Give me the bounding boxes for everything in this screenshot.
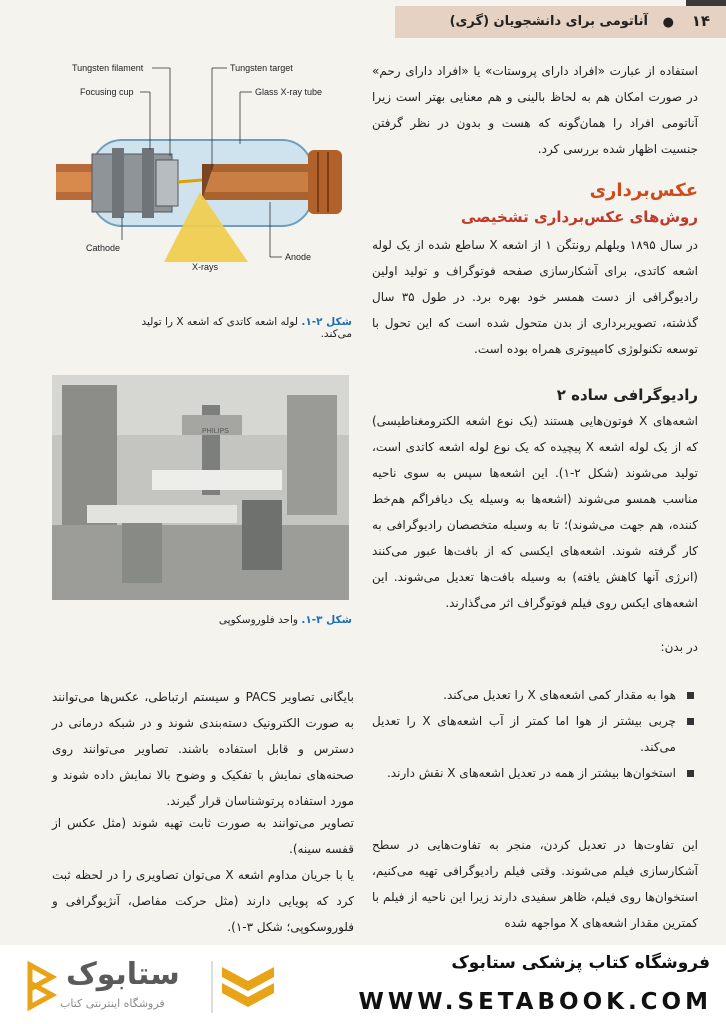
left-paragraph-2: تصاویر می‌توانند به صورت ثابت تهیه شوند (مثل عکس از قفسه سینه). — [52, 816, 354, 856]
bullet-list — [372, 682, 698, 786]
xray-tube-figure — [52, 52, 352, 312]
left-paragraph-1: بایگانی تصاویر PACS و سیستم ارتباطی، عکس‌ها می‌توانند به صورت الکترونیک دسته‌بندی شوند و در شبکه درمانی در دسترس و قابل استفاده باشند. تصاویر می‌توانند روی صحنه‌های نمایش با تفکیک و وضوح بالا نمایش داده شوند و مورد استفاده پرتوشناسان قرار گیرند. — [52, 690, 355, 808]
figure2-caption — [130, 614, 352, 626]
bullet-list-wrap — [372, 682, 698, 786]
figure2-caption-label: شکل ۳-۱. — [301, 614, 352, 626]
label-focusing-cup: Focusing cup — [80, 87, 134, 97]
section-heading-block — [372, 178, 698, 230]
header-bullet: ● — [662, 15, 674, 30]
logo-subtitle: فروشگاه اینترنتی کتاب — [60, 997, 165, 1010]
store-footer — [0, 945, 726, 1024]
anode-cap — [308, 150, 342, 214]
figure1-caption-label: شکل ۲-۱. — [301, 316, 352, 328]
logo-text: ستابوک — [66, 957, 180, 992]
page-header — [395, 6, 726, 38]
bullet-item: استخوان‌ها بیشتر از همه در تعدیل اشعه‌های X نقش دارند. — [372, 760, 698, 786]
section-heading: عکس‌برداری — [589, 180, 698, 201]
figure1-caption-text: لوله اشعه کاتدی که اشعه X را تولید می‌کند. — [141, 316, 352, 340]
figure2-caption-text: واحد فلوروسکوپی — [218, 614, 298, 626]
logo-chevron-icon — [208, 957, 278, 1017]
bullet-item: هوا به مقدار کمی اشعه‌های X را تعدیل می‌کند. — [372, 682, 698, 708]
xray-tube-diagram — [52, 52, 352, 312]
radiography-heading: رادیوگرافی ساده ۲ — [556, 386, 698, 404]
differences-paragraph: این تفاوت‌ها در تعدیل کردن، منجر به تفاوت‌هایی در سطح آشکارسازی فیلم می‌شوند. وقتی فیلم رادیوگرافی تهیه می‌کنیم، استخوان‌ها روی فیلم، ظاهر سفیدی دارند زیرا این ناحیه از فیلم با کمترین مقدار اشعه‌های X مواجهه شده — [372, 838, 698, 930]
label-cathode: Cathode — [86, 243, 121, 253]
store-name: فروشگاه کتاب پزشکی ستابوک — [451, 953, 710, 973]
store-logo[interactable] — [26, 957, 286, 1017]
bullet-item: چربی بیشتر از هوا اما کمتر از آب اشعه‌های X را تعدیل می‌کند. — [372, 708, 698, 760]
diagnostic-paragraph: در سال ۱۸۹۵ ویلهلم رونتگن ۱ از اشعه X ساطع شده از یک لوله اشعه کاتدی، برای آشکارسازی صفحه فوتوگراف و تولید اولین رادیوگرافی از دست همسر خود بهره برد. در طول ۳۵ سال گذشته، تصویربرداری از بدن متحول شده است که این تحول با توسعه تکنولوژی کامپیوتری همراه بوده است. — [372, 238, 699, 356]
book-title: آناتومی برای دانشجویان (گری) — [449, 14, 648, 29]
in-body-label: در بدن: — [660, 640, 698, 654]
left-paragraph-3: یا با جریان مداوم اشعه X می‌توان تصاویری را در لحظه ثبت کرد که پویایی دارند (مثل حرکت مفاصل، آنژیوگرافی و فلوروسکوپی؛ شکل ۳-۱). — [52, 868, 354, 934]
radiography-heading-wrap — [372, 382, 698, 408]
label-tungsten-filament: Tungsten filament — [72, 63, 144, 73]
page-number: ۱۴ — [691, 12, 710, 30]
fluoroscopy-photo — [52, 375, 349, 600]
intro-paragraph: استفاده از عبارت «افراد دارای پروستات» یا «افراد دارای رحم» در صورت امکان هم به لحاظ بالینی و هم معنایی بهتر است زیرا آناتومی افراد را همان‌گونه که هست و بدون در نظر گرفتن جنسیت اظهار شده بررسی کرد. — [372, 64, 698, 156]
exam-table — [152, 470, 282, 490]
label-xrays: X-rays — [192, 262, 219, 272]
label-tungsten-target: Tungsten target — [230, 63, 293, 73]
radiography-paragraph: اشعه‌های X فوتون‌هایی هستند (یک نوع اشعه الکترومغناطیسی) که از یک لوله اشعه X پیچیده که یک نوع لوله اشعه کاتدی است، تولید می‌شوند (شکل ۲-۱). این اشعه‌ها سپس به سوی ناحیه مناسب همسو می‌شوند (اشعه‌ها به وسیله یک دیافراگم هم‌خط کننده، هم جهت می‌شوند)؛ تا به وسیله متخصصان رادیوگرافی به کار گرفته شوند. اشعه‌های ایکسی که از بافت‌ها عبور می‌کنند (انرژی آنها کاهش یافته) به وسیله بافت‌ها تعدیل می‌شوند. این اشعه‌های ایکس روی فیلم فوتوگراف اثر می‌گذارند. — [372, 414, 699, 610]
store-url[interactable]: WWW.SETABOOK.COM — [358, 989, 712, 1015]
label-glass-tube: Glass X-ray tube — [255, 87, 323, 97]
figure1-caption — [110, 316, 352, 340]
equipment-brand: PHILIPS — [202, 428, 229, 435]
label-anode: Anode — [285, 252, 312, 262]
subsection-heading: روش‌های عکس‌برداری تشخیصی — [460, 208, 698, 226]
